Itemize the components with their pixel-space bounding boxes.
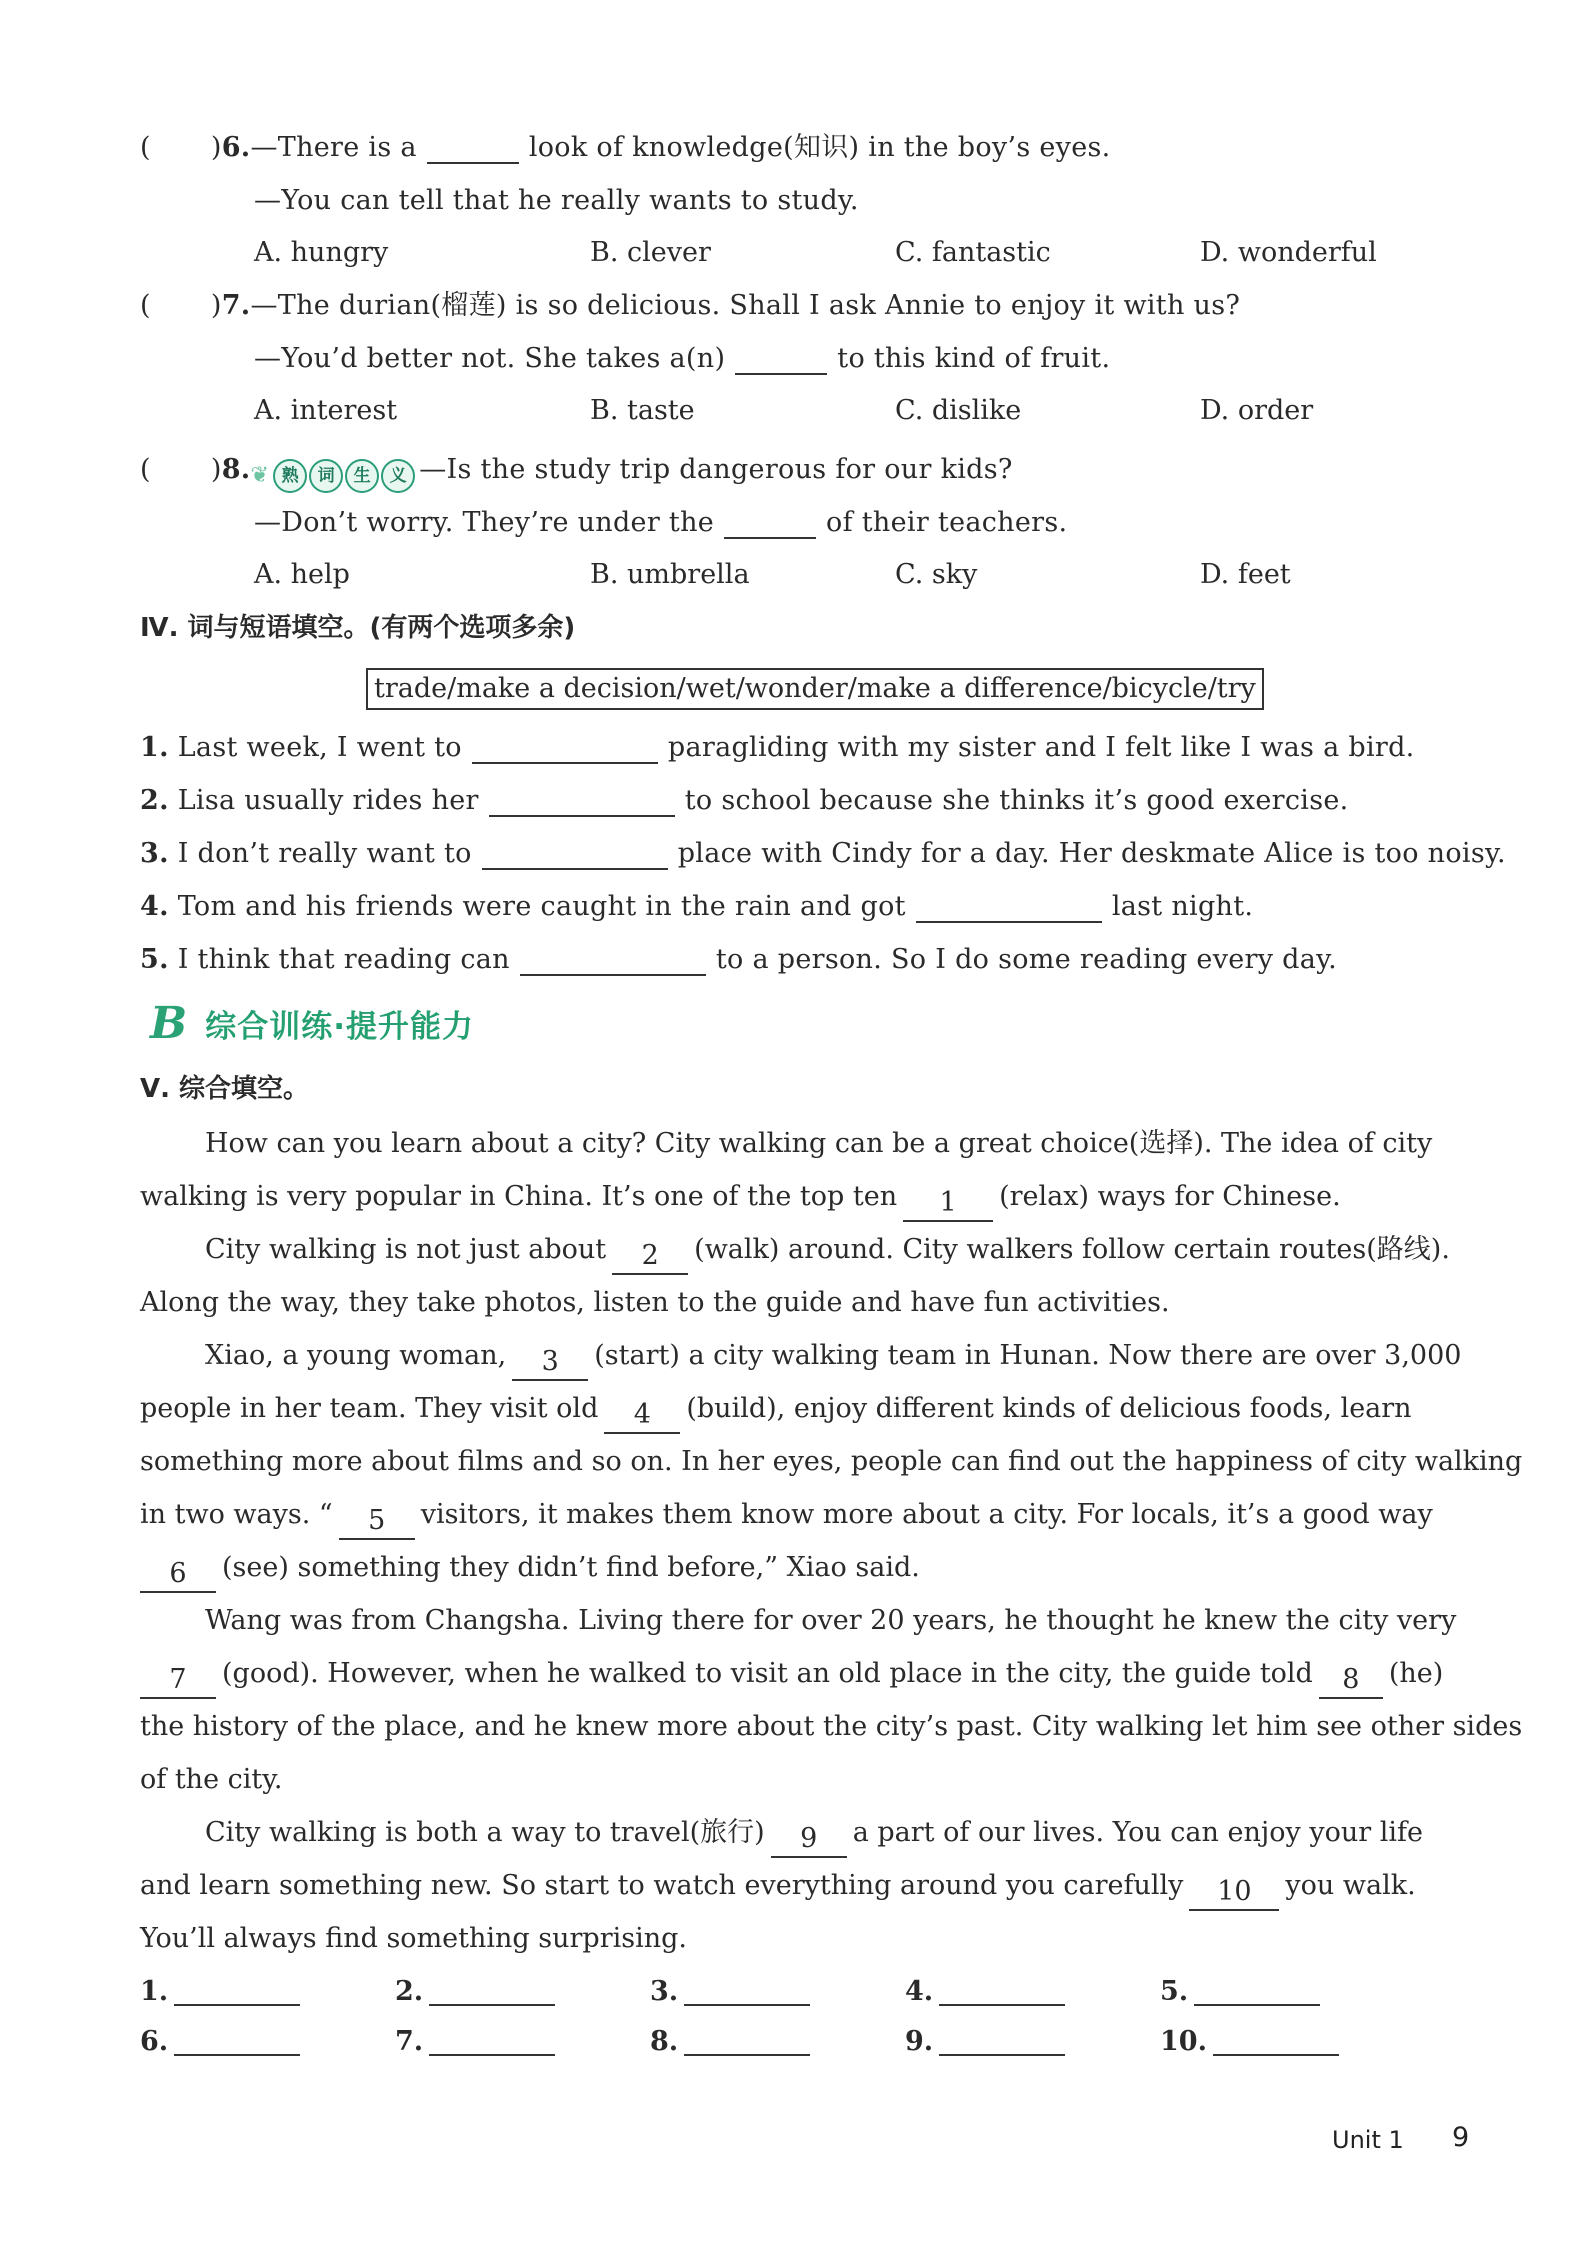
question-7: ( )7.—The durian(榴莲) is so delicious. Shall I ask Annie to enjoy it with us? bbox=[140, 290, 1241, 321]
answer-blank[interactable] bbox=[735, 343, 827, 375]
answer-line-9[interactable]: 9. bbox=[905, 2022, 1065, 2062]
passage-line: of the city. bbox=[140, 1764, 283, 1795]
fill-item-5: 5. I think that reading can to a person. So I do some reading every day. bbox=[140, 944, 1338, 975]
option-c[interactable]: C. sky bbox=[895, 559, 978, 590]
fill-item-3: 3. I don’t really want to place with Cindy for a day. Her deskmate Alice is too noisy. bbox=[140, 838, 1506, 869]
option-a[interactable]: A. hungry bbox=[254, 237, 389, 268]
answer-line-1[interactable]: 1. bbox=[140, 1972, 300, 2012]
passage-blank-1[interactable]: 1 bbox=[903, 1186, 993, 1222]
answer-blank[interactable] bbox=[520, 944, 706, 976]
passage-blank-10[interactable]: 10 bbox=[1189, 1875, 1279, 1911]
option-b[interactable]: B. clever bbox=[590, 237, 711, 268]
option-b[interactable]: B. umbrella bbox=[590, 559, 750, 590]
vocab-tag: ❦ 熟 词 生 义 bbox=[250, 456, 415, 496]
passage-line: 7 (good). However, when he walked to visit an old place in the city, the guide told 8 (he) bbox=[134, 1654, 1443, 1699]
question-number: 6. bbox=[221, 132, 251, 163]
answer-blank[interactable] bbox=[724, 507, 816, 539]
passage-blank-4[interactable]: 4 bbox=[604, 1398, 680, 1434]
question-8: ( )8. ❦ 熟 词 生 义 —Is the study trip dangerous for our kids? bbox=[140, 450, 1013, 496]
passage-line: the history of the place, and he knew more about the city’s past. City walking let him see other sides bbox=[140, 1711, 1523, 1742]
passage-line: 6 (see) something they didn’t find before,” Xiao said. bbox=[134, 1548, 920, 1593]
fill-item-1: 1. Last week, I went to paragliding with my sister and I felt like I was a bird. bbox=[140, 732, 1415, 763]
leaf-icon: ❦ bbox=[250, 463, 270, 488]
answer-blank[interactable] bbox=[489, 785, 675, 817]
passage-line: Along the way, they take photos, listen to the guide and have fun activities. bbox=[140, 1287, 1170, 1318]
option-d[interactable]: D. order bbox=[1200, 395, 1314, 426]
answer-paren-open[interactable]: ( bbox=[140, 454, 151, 485]
option-a[interactable]: A. interest bbox=[254, 395, 398, 426]
option-b[interactable]: B. taste bbox=[590, 395, 695, 426]
passage-line: and learn something new. So start to watch everything around you carefully 10 you walk. bbox=[140, 1866, 1416, 1911]
passage-blank-3[interactable]: 3 bbox=[512, 1345, 588, 1381]
section-b-letter: B bbox=[150, 997, 188, 1049]
passage-blank-7[interactable]: 7 bbox=[140, 1663, 216, 1699]
question-8-line2: —Don’t worry. They’re under the of their teachers. bbox=[254, 507, 1068, 538]
answer-line-4[interactable]: 4. bbox=[905, 1972, 1065, 2012]
section-b-title: 综合训练·提升能力 bbox=[205, 1008, 474, 1045]
passage-blank-6[interactable]: 6 bbox=[140, 1557, 216, 1593]
option-d[interactable]: D. feet bbox=[1200, 559, 1291, 590]
question-6: ( )6.—There is a look of knowledge(知识) in the boy’s eyes. bbox=[140, 132, 1111, 163]
passage-line: You’ll always find something surprising. bbox=[140, 1923, 688, 1954]
unit-label: Unit 1 bbox=[1332, 2126, 1404, 2154]
answer-line-6[interactable]: 6. bbox=[140, 2022, 300, 2062]
question-number: 8. bbox=[221, 454, 251, 485]
fill-item-2: 2. Lisa usually rides her to school because she thinks it’s good exercise. bbox=[140, 785, 1349, 816]
answer-blank[interactable] bbox=[472, 732, 658, 764]
answer-line-5[interactable]: 5. bbox=[1160, 1972, 1320, 2012]
section-b-header bbox=[150, 998, 474, 1048]
word-bank: trade/make a decision/wet/wonder/make a difference/bicycle/try bbox=[366, 668, 1264, 710]
section-4-heading: Ⅳ. 词与短语填空。(有两个选项多余) bbox=[140, 613, 576, 643]
passage-blank-8[interactable]: 8 bbox=[1319, 1663, 1383, 1699]
answer-line-10[interactable]: 10. bbox=[1160, 2022, 1339, 2062]
option-a[interactable]: A. help bbox=[254, 559, 350, 590]
fill-item-4: 4. Tom and his friends were caught in the rain and got last night. bbox=[140, 891, 1254, 922]
question-7-line2: —You’d better not. She takes a(n) to this kind of fruit. bbox=[254, 343, 1111, 374]
question-number: 7. bbox=[221, 290, 251, 321]
passage-line: walking is very popular in China. It’s one of the top ten 1 (relax) ways for Chinese. bbox=[140, 1177, 1341, 1222]
page-number: 9 bbox=[1452, 2122, 1470, 2153]
passage-line: in two ways. “ 5 visitors, it makes them know more about a city. For locals, it’s a good way bbox=[140, 1495, 1433, 1540]
question-6-line2: —You can tell that he really wants to study. bbox=[254, 185, 859, 216]
answer-blank[interactable] bbox=[427, 132, 519, 164]
section-5-heading: Ⅴ. 综合填空。 bbox=[140, 1074, 310, 1104]
answer-line-8[interactable]: 8. bbox=[650, 2022, 810, 2062]
answer-blank[interactable] bbox=[916, 891, 1102, 923]
passage-line: Wang was from Changsha. Living there for over 20 years, he thought he knew the city very bbox=[205, 1605, 1457, 1636]
answer-paren-open[interactable]: ( bbox=[140, 290, 151, 321]
answer-line-2[interactable]: 2. bbox=[395, 1972, 555, 2012]
answer-line-3[interactable]: 3. bbox=[650, 1972, 810, 2012]
answer-paren-open[interactable]: ( bbox=[140, 132, 151, 163]
passage-line: people in her team. They visit old 4 (build), enjoy different kinds of delicious foods, learn bbox=[140, 1389, 1412, 1434]
passage-line: City walking is both a way to travel(旅行) 9 a part of our lives. You can enjoy your life bbox=[205, 1813, 1423, 1858]
passage-blank-9[interactable]: 9 bbox=[771, 1822, 847, 1858]
passage-line: How can you learn about a city? City walking can be a great choice(选择). The idea of city bbox=[205, 1128, 1433, 1159]
answer-line-7[interactable]: 7. bbox=[395, 2022, 555, 2062]
passage-line: Xiao, a young woman, 3 (start) a city walking team in Hunan. Now there are over 3,000 bbox=[205, 1336, 1461, 1381]
answer-blank[interactable] bbox=[482, 838, 668, 870]
passage-line: something more about films and so on. In her eyes, people can find out the happiness of city walking bbox=[140, 1446, 1523, 1477]
passage-blank-5[interactable]: 5 bbox=[339, 1504, 415, 1540]
option-d[interactable]: D. wonderful bbox=[1200, 237, 1377, 268]
option-c[interactable]: C. dislike bbox=[895, 395, 1022, 426]
option-c[interactable]: C. fantastic bbox=[895, 237, 1051, 268]
passage-blank-2[interactable]: 2 bbox=[612, 1239, 688, 1275]
passage-line: City walking is not just about 2 (walk) around. City walkers follow certain routes(路线). bbox=[205, 1230, 1450, 1275]
